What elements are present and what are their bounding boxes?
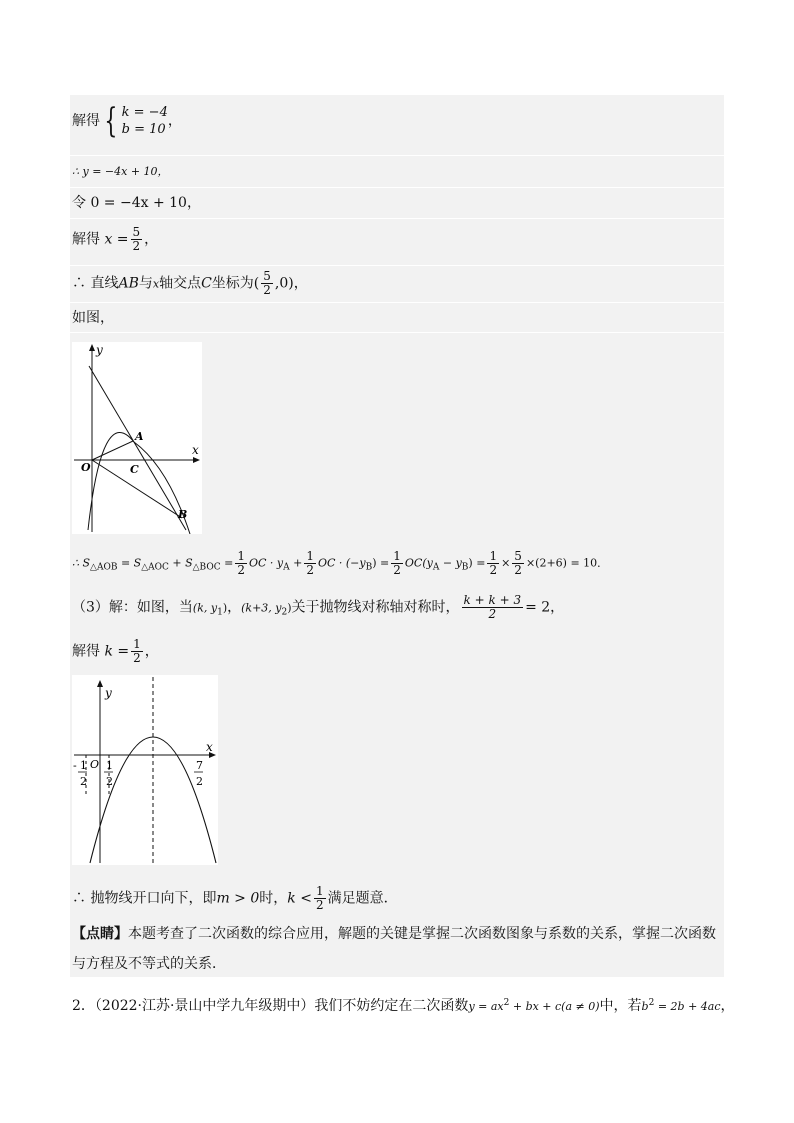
solution-line-6: 如图， xyxy=(72,310,114,326)
origin-label: O xyxy=(81,461,91,474)
graph-2 xyxy=(72,675,218,865)
solution-line-2: ∴ y = −4x + 10， xyxy=(72,165,169,178)
fraction: $\frac{5}{2}$ xyxy=(514,549,522,577)
solution-line-4: 解得 x = $\frac{5}{2}$ ， xyxy=(72,225,159,253)
fraction: $\frac{1}{2}$ xyxy=(306,549,314,577)
question-2-line: 2．（2022·江苏·景山中学九年级期中）我们不妨约定在二次函数$y = ax^2$ + bx + c(a ≠ 0)中，若$b^2 = 2b + 4ac$， xyxy=(72,998,735,1014)
line-separator xyxy=(70,265,724,266)
seven-half-den: 2 xyxy=(196,775,203,788)
graph-2-svg xyxy=(72,675,218,865)
line-separator xyxy=(70,155,724,156)
half-den: 2 xyxy=(106,775,113,788)
x-axis-label: x xyxy=(192,443,199,457)
key-point-tag: 【点睛】 xyxy=(72,926,128,942)
point-a-label: A xyxy=(135,430,144,443)
solution-line-7: ∴ $S_{\triangle AOB} = S_{\triangle AOC} + S_{\triangle BOC}$ = $\frac{1}{2}$ OC · $y_A$ + $\frac{1}{2}$ OC · $(-y_B)$ = $\frac{1}{2}$ $OC(y_A - y_B)$ = $\frac{1}{2}$ × $\frac{5}{2}$ ×(2+6) = 10． xyxy=(72,549,609,577)
line-separator xyxy=(70,332,724,333)
fraction: $\frac{1}{2}$ xyxy=(393,549,401,577)
fraction: $\frac{1}{2}$ xyxy=(237,549,245,577)
fraction: $\frac{1}{2}$ xyxy=(315,884,324,912)
graph-1-svg xyxy=(72,342,202,534)
neg-half-den: 2 xyxy=(80,775,87,788)
line-separator xyxy=(70,218,724,219)
solution-line-5: ∴ 直线AB与x轴交点C坐标为( $\frac{5}{2}$ ,0)， xyxy=(72,269,308,297)
solution-line-3: 令 0 = −4x + 10， xyxy=(72,195,201,211)
y-axis-label: y xyxy=(96,343,103,357)
fraction: $\frac{k + k + 3}{2}$ xyxy=(463,593,522,621)
graph-1 xyxy=(72,342,202,534)
solution-line-9: 解得 k = $\frac{1}{2}$ ， xyxy=(72,637,159,665)
neg-half-num: 1 xyxy=(80,759,87,772)
y-axis-label: y xyxy=(105,686,112,700)
point-c-label: C xyxy=(130,463,139,476)
solution-line-1: 解得 { k = −4 b = 10 ， xyxy=(72,101,182,141)
origin-label: O xyxy=(90,758,100,771)
seven-half-num: 7 xyxy=(196,759,203,772)
equation-system: k = −4 b = 10 xyxy=(121,105,168,137)
key-point-line-1: 【点睛】本题考查了二次函数的综合应用，解题的关键是掌握二次函数图象与系数的关系，掌握二次函数 xyxy=(72,926,716,942)
solution-line-8: （3）解：如图，当(k, $y_1$)，(k+3, $y_2$)关于抛物线对称轴对称时， $\frac{k + k + 3}{2}$ = 2， xyxy=(72,593,565,621)
line-separator xyxy=(70,187,724,188)
solution-line-10: ∴ 抛物线开口向下，即m > 0时，k < $\frac{1}{2}$ 满足题意． xyxy=(72,884,398,912)
fraction: $\frac{5}{2}$ xyxy=(132,225,141,253)
half-num: 1 xyxy=(106,759,113,772)
x-axis-label: x xyxy=(206,740,213,754)
key-point-line-2: 与方程及不等式的关系． xyxy=(72,956,226,972)
point-b-label: B xyxy=(178,508,188,521)
fraction: $\frac{1}{2}$ xyxy=(489,549,498,577)
fraction: $\frac{1}{2}$ xyxy=(133,637,141,665)
fraction: $\frac{5}{2}$ xyxy=(263,269,271,297)
line-separator xyxy=(70,302,724,303)
neg-sign-label: - xyxy=(73,759,77,772)
